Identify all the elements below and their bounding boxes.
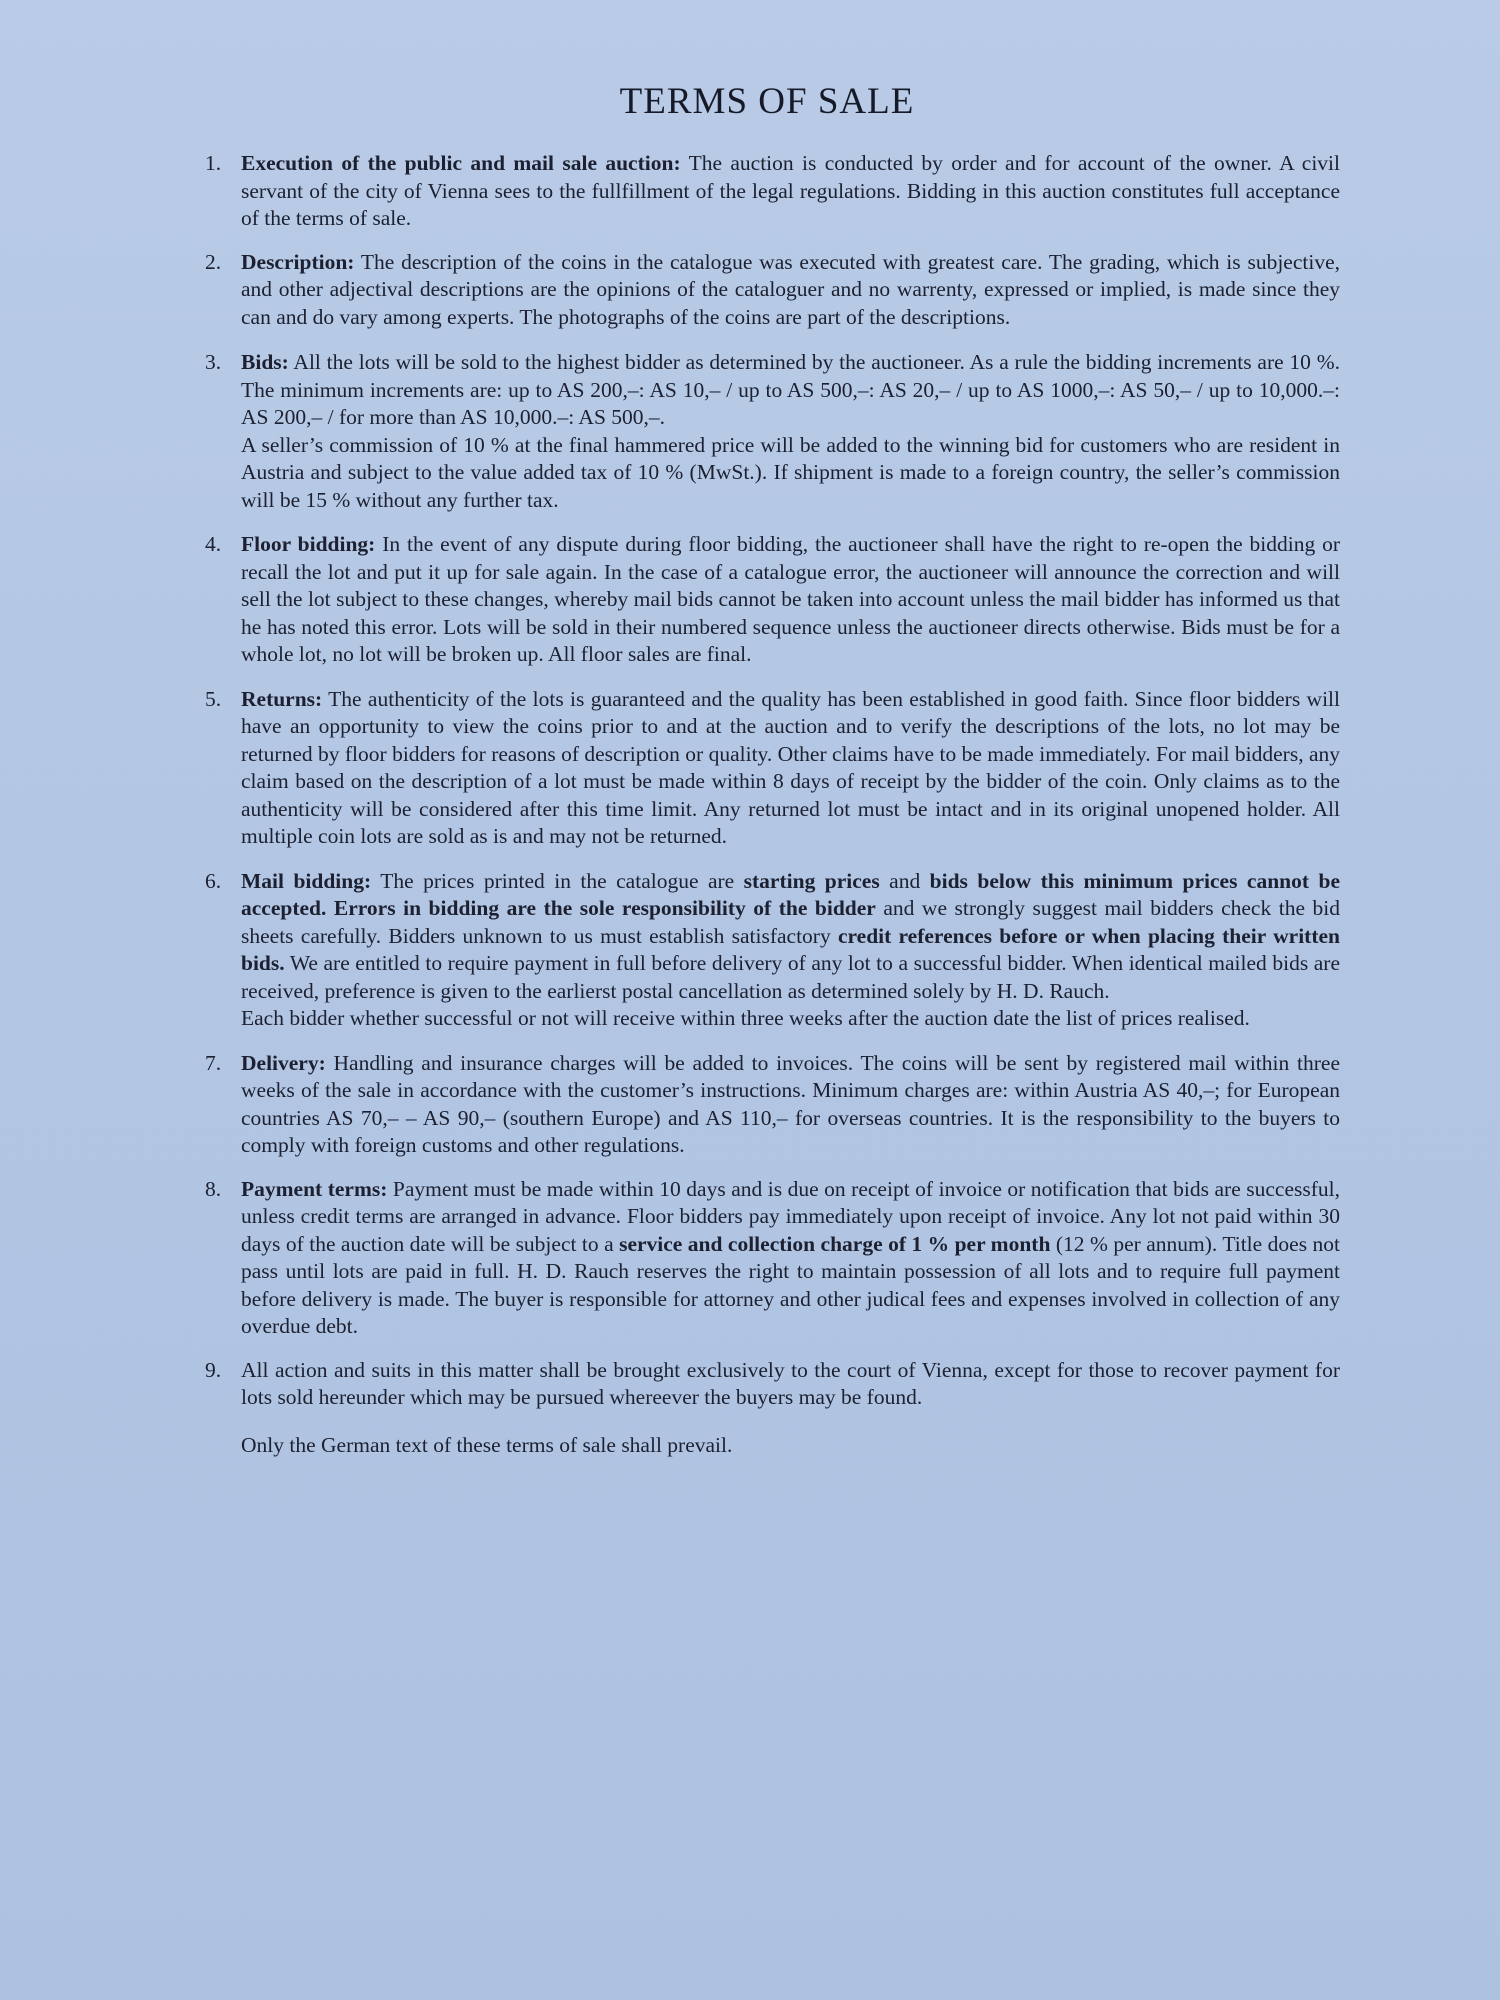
term-bold-text: Returns: bbox=[241, 686, 323, 711]
term-text: A seller’s commission of 10 % at the final hammered price will be added to the winning bid for customers who are resident in Austria and subject to the value added tax of 10 % (MwSt.). If shipment is made to a foreign country, the seller’s commission will be 15 % without any further tax. bbox=[241, 432, 1340, 512]
term-bold-text: Bids: bbox=[241, 350, 289, 374]
term-bold-text: bids below this minimum prices cannot be accepted. Errors in bidding are the sole responsibility of the bidder bbox=[241, 868, 1340, 920]
term-item bbox=[205, 868, 1340, 1033]
term-number: 1. bbox=[205, 151, 222, 175]
term-number: 3. bbox=[205, 350, 222, 374]
term-number: 7. bbox=[205, 1050, 222, 1075]
terms-list bbox=[205, 150, 1340, 1459]
term-text: The description of the coins in the catalogue was executed with greatest care. The grading, which is subjective, and other adjectival descriptions are the opinions of the cataloguer and no warrenty, expressed or implied, is made since they can and do vary among experts. The photographs of the coins are part of the descriptions. bbox=[241, 249, 1340, 329]
term-bold-text: starting prices bbox=[743, 868, 880, 893]
term-bold-text: Payment terms: bbox=[241, 1176, 388, 1201]
term-text: Payment must be made within 10 days and is due on receipt of invoice or notification that bids are successful, unless credit terms are arranged in advance. Floor bidders pay immediately upon receipt of invoice. Any lot not paid within 30 days of the auction date will be subject to a bbox=[241, 1176, 1341, 1256]
term-item bbox=[205, 531, 1340, 669]
term-bold-text: Floor bidding: bbox=[241, 532, 376, 556]
term-item bbox=[205, 1176, 1340, 1341]
term-number: 5. bbox=[205, 686, 222, 711]
term-text: Each bidder whether successful or not will receive within three weeks after the auction date the list of prices realised. bbox=[241, 1006, 1250, 1030]
term-bold-text: Delivery: bbox=[241, 1050, 326, 1075]
term-bold-text: credit references before or when placing their written bids. bbox=[241, 923, 1340, 975]
term-item bbox=[205, 686, 1340, 851]
term-text: Handling and insurance charges will be added to invoices. The coins will be sent by registered mail within three weeks of the sale in accordance with the customer’s instructions. Minimum charges are: within Austria AS 40,–; for European countries AS 70,– – AS 90,– (southern Europe) and AS 110,– for overseas countries. It is the responsibility to the buyers to comply with foreign customs and other regulations. bbox=[241, 1050, 1340, 1157]
term-item bbox=[205, 1357, 1340, 1412]
term-bold-text: Description: bbox=[241, 249, 355, 274]
term-bold-text: Mail bidding: bbox=[241, 868, 372, 893]
term-text: All the lots will be sold to the highest bidder as determined by the auctioneer. As a rule the bidding increments are 10 %. The minimum increments are: up to AS 200,–: AS 10,– / up to AS 500,–: AS 20,– / up to AS 1000,–: AS 50,– / up to 10,000.–: AS 200,– / for more than AS 10,000.–: AS 500,–. bbox=[241, 350, 1340, 429]
term-text: (12 % per annum). Title does not pass until lots are paid in full. H. D. Rauch reserves the right to maintain possession of all lots and to require full payment before delivery is made. The buyer is responsible for attorney and other judical fees and expenses involved in collection of any overdue debt. bbox=[241, 1231, 1340, 1338]
term-number: 4. bbox=[205, 532, 222, 556]
term-text: We are entitled to require payment in full before delivery of any lot to a successful bidder. When identical mailed bids are received, preference is given to the earlierst postal cancellation as determined solely by H. D. Rauch. bbox=[241, 951, 1340, 1003]
term-bold-text: service and collection charge of 1 % per month bbox=[619, 1231, 1051, 1256]
term-number: 2. bbox=[205, 249, 222, 274]
term-bold-text: Execution of the public and mail sale auction: bbox=[241, 151, 681, 175]
page-title: TERMS OF SALE bbox=[619, 81, 915, 122]
closing-note: Only the German text of these terms of sale shall prevail. bbox=[241, 1432, 733, 1457]
term-text: The prices printed in the catalogue are bbox=[371, 868, 744, 893]
term-number: 9. bbox=[205, 1357, 222, 1382]
term-item bbox=[205, 249, 1340, 332]
term-item bbox=[205, 349, 1340, 514]
term-text: The authenticity of the lots is guaranteed and the quality has been established in good faith. Since floor bidders will have an opportunity to view the coins prior to and at the auction and to verify the descriptions of the lots, no lot may be returned by floor bidders for reasons of description or quality. Other claims have to be made immediately. For mail bidders, any claim based on the description of a lot must be made within 8 days of receipt by the bidder of the coin. Only claims as to the authenticity will be considered after this time limit. Any returned lot must be intact and in its original unopened holder. All multiple coin lots are sold as is and may not be returned. bbox=[241, 686, 1340, 848]
term-item bbox=[205, 150, 1340, 233]
term-number: 6. bbox=[205, 868, 222, 893]
term-text: In the event of any dispute during floor bidding, the auctioneer shall have the right to re-open the bidding or recall the lot and put it up for sale again. In the case of a catalogue error, the auctioneer will announce the correction and will sell the lot subject to these changes, whereby mail bids cannot be taken into account unless the mail bidder has informed us that he has noted this error. Lots will be sold in their numbered sequence unless the auctioneer directs otherwise. Bids must be for a whole lot, no lot will be broken up. All floor sales are final. bbox=[241, 532, 1340, 666]
term-number: 8. bbox=[205, 1176, 222, 1201]
term-item bbox=[205, 1050, 1340, 1160]
term-text: and we strongly suggest mail bidders check the bid sheets carefully. Bidders unknown to us must establish satisfactory bbox=[241, 896, 1340, 948]
term-text: The auction is conducted by order and for account of the owner. A civil servant of the city of Vienna sees to the fullfillment of the legal regulations. Bidding in this auction constitutes full acceptance of the terms of sale. bbox=[241, 151, 1340, 230]
term-text: All action and suits in this matter shall be brought exclusively to the court of Vienna, except for those to recover payment for lots sold hereunder which may be pursued whereever the buyers may be found. bbox=[241, 1357, 1340, 1409]
term-text: and bbox=[879, 868, 930, 893]
